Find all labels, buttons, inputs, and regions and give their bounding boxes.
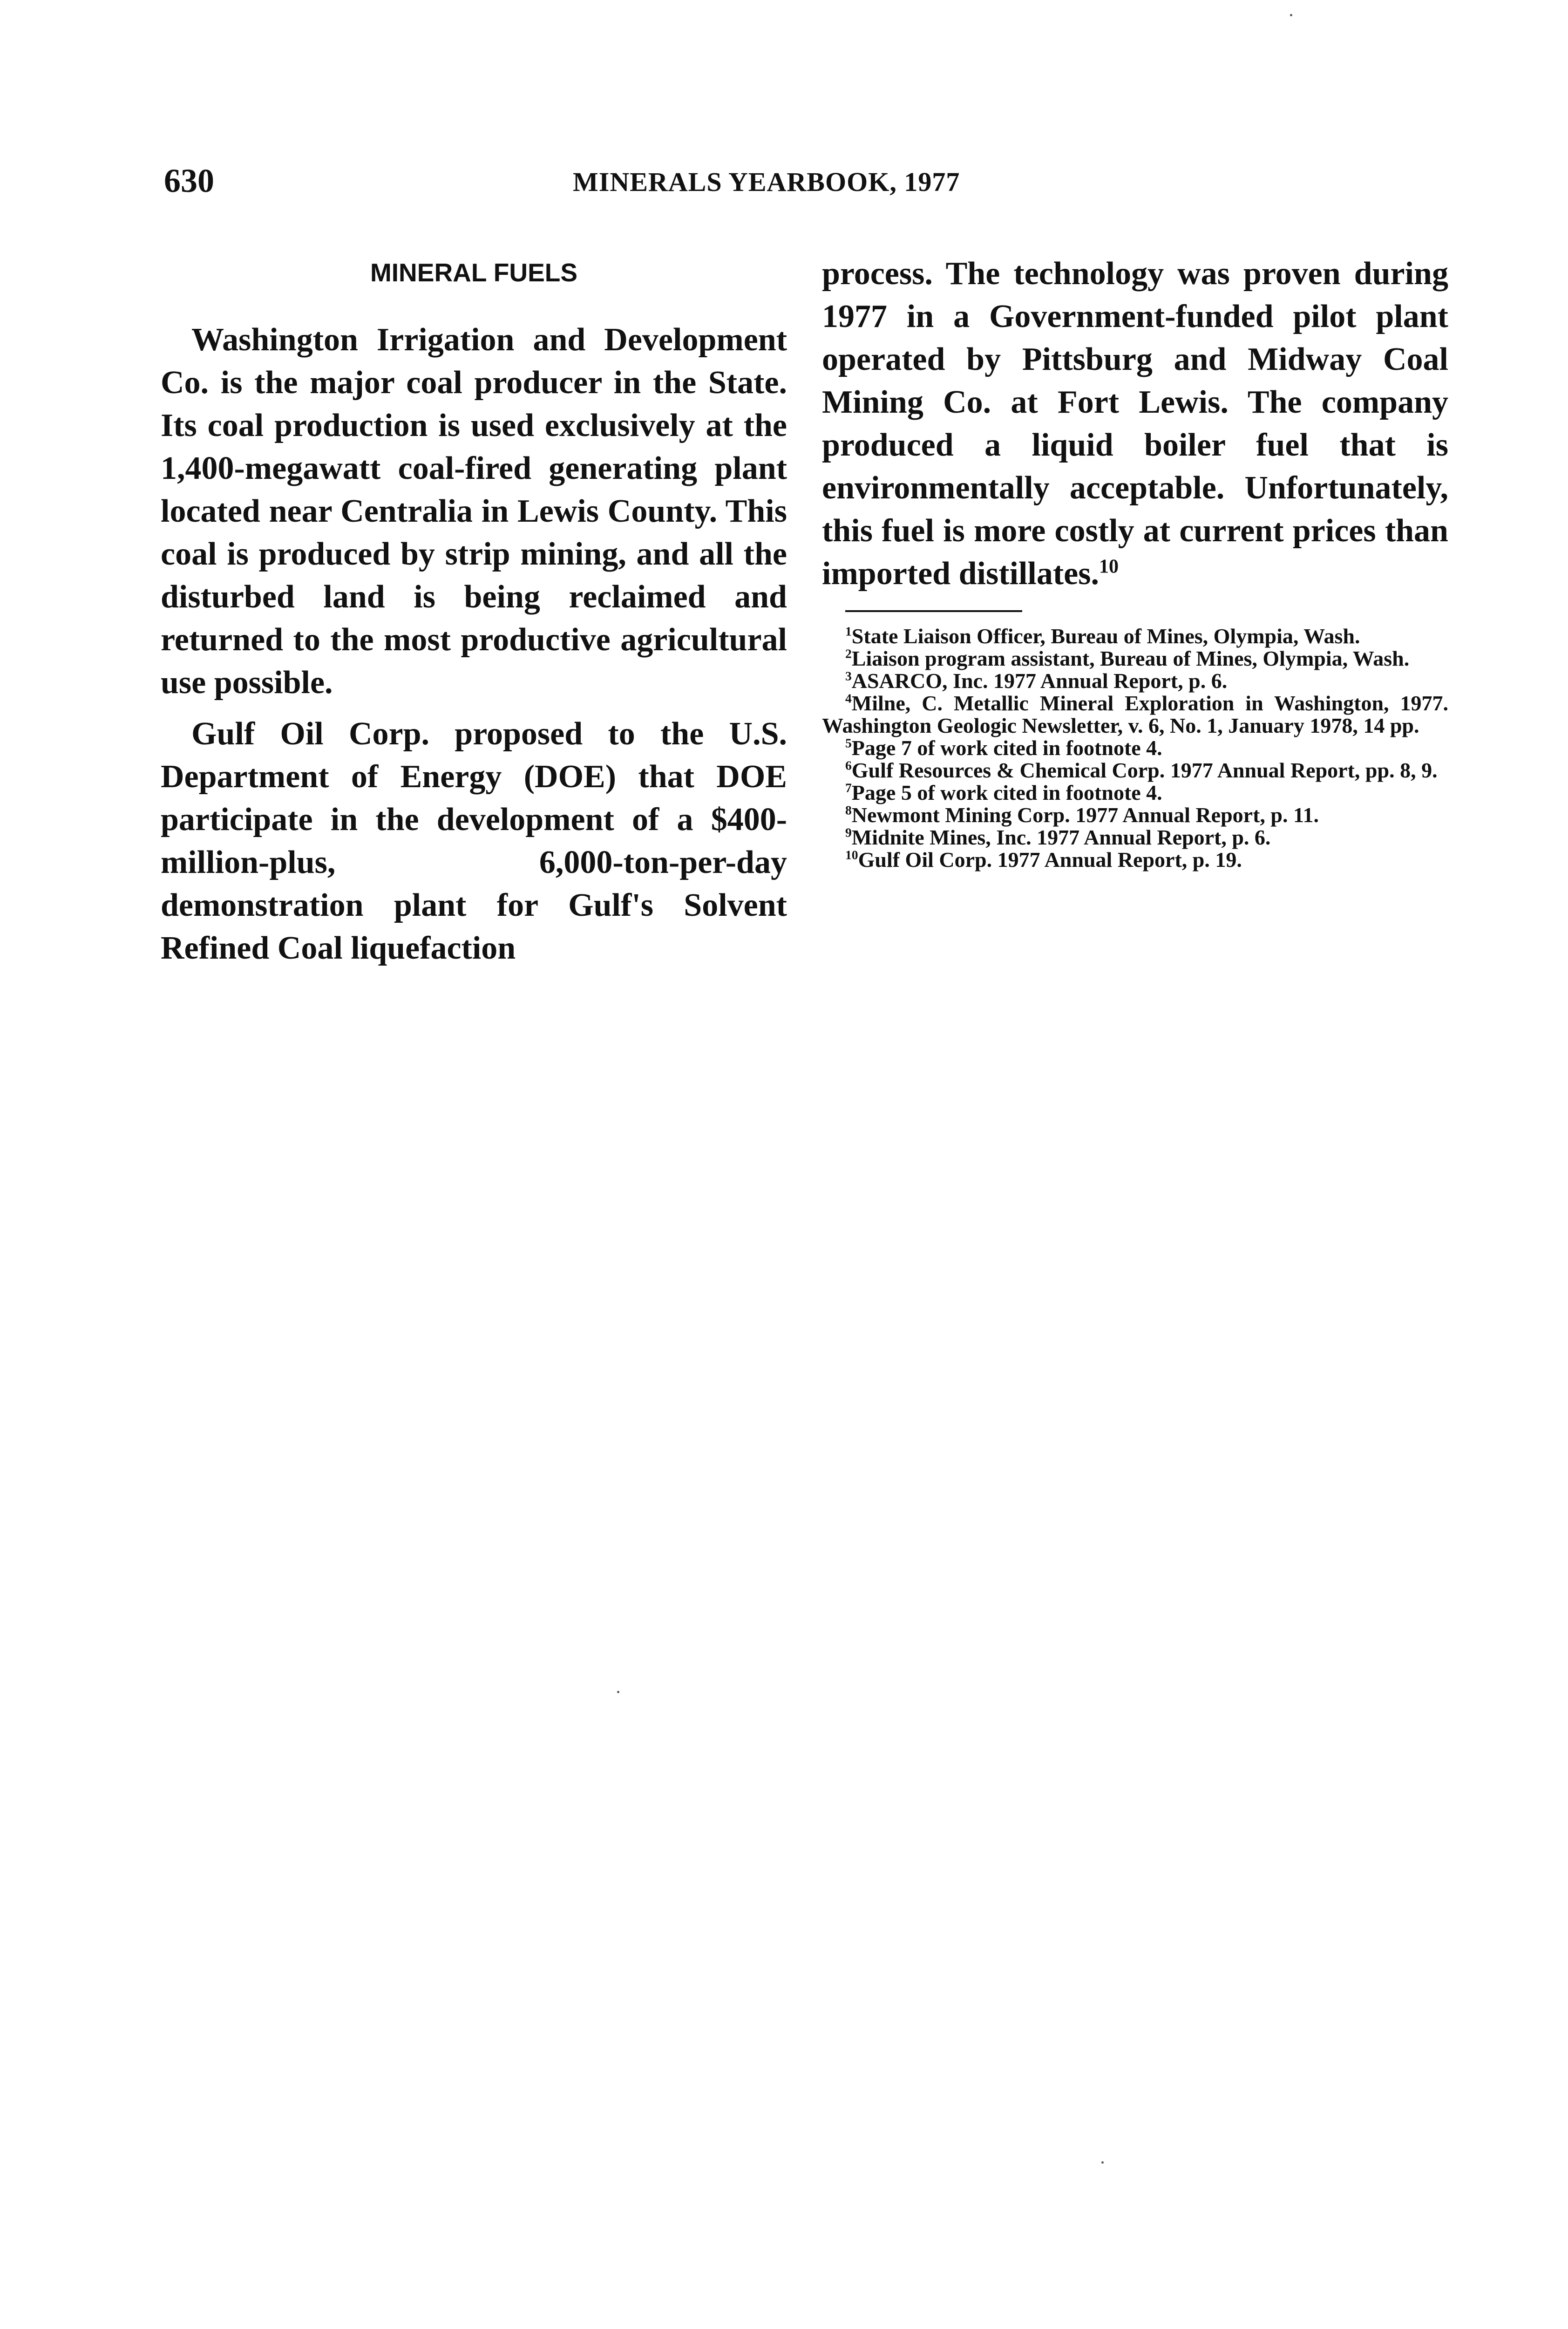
footnote	[822, 692, 1448, 737]
scan-speck	[617, 1691, 619, 1693]
footnote-rule	[845, 610, 1022, 612]
footnote	[822, 625, 1448, 647]
body-paragraph: Washington Irrigation and Development Co. is the major coal producer in the State. Its coal production is used exclusively at the 1,400-megawatt coal-fired generating plant located near Centralia in Lewis County. This coal is produced by strip mining, and all the disturbed land is being reclaimed and returned to the most productive agricultural use possible.	[161, 322, 787, 701]
footnote	[822, 737, 1448, 759]
footnote-number: 8	[845, 803, 852, 817]
footnote-text: Gulf Resources & Chemical Corp. 1977 Annual Report, pp. 8, 9.	[851, 758, 1438, 782]
scan-speck	[1101, 2161, 1104, 2164]
footnote-text: Liaison program assistant, Bureau of Mines, Olympia, Wash.	[851, 647, 1410, 670]
footnote-number: 3	[845, 668, 852, 683]
footnote-number: 9	[845, 825, 852, 840]
page-number: 630	[164, 162, 214, 199]
footnote-number: 2	[845, 646, 852, 661]
body-paragraph-continued	[822, 252, 1448, 595]
footnote-reference: 10	[1099, 556, 1119, 578]
footnote-number: 4	[845, 691, 852, 706]
footnote	[822, 849, 1448, 871]
footnote	[822, 826, 1448, 849]
footnote-number: 7	[845, 780, 852, 795]
footnote	[822, 759, 1448, 782]
paragraph-text: process. The technology was proven during 1977 in a Government-funded pilot plant operated by Pittsburg and Midway Coal Mining Co. at Fort Lewis. The company produced a liquid boiler fuel that is environmentally acceptable. Unfortunately, this fuel is more costly at current prices than imported distillates.	[822, 256, 1448, 592]
footnote	[822, 670, 1448, 692]
footnote-text: Page 5 of work cited in footnote 4.	[851, 781, 1162, 804]
footnote-text: State Liaison Officer, Bureau of Mines, Olympia, Wash.	[851, 624, 1360, 648]
body-paragraph: Gulf Oil Corp. proposed to the U.S. Department of Energy (DOE) that DOE participate in the development of a $400-million-plus, 6,000-ton-per-day demonstration plant for Gulf's Solvent Refined Coal liquefaction	[161, 716, 787, 966]
footnote-number: 10	[845, 847, 858, 862]
footnote	[822, 804, 1448, 826]
scan-speck	[1290, 14, 1292, 16]
section-heading: MINERAL FUELS	[370, 258, 578, 287]
left-column	[161, 252, 787, 978]
right-column	[822, 252, 1448, 871]
footnote-text: Page 7 of work cited in footnote 4.	[851, 736, 1162, 760]
footnote	[822, 782, 1448, 804]
running-head: MINERALS YEARBOOK, 1977	[573, 167, 960, 197]
footnote-text: Midnite Mines, Inc. 1977 Annual Report, p. 6.	[851, 825, 1271, 849]
footnote-text: Newmont Mining Corp. 1977 Annual Report, p. 11.	[851, 803, 1319, 827]
footnote-text: ASARCO, Inc. 1977 Annual Report, p. 6.	[851, 669, 1228, 693]
footnote-text: Gulf Oil Corp. 1977 Annual Report, p. 19.	[858, 848, 1242, 872]
footnote-number: 6	[845, 758, 852, 773]
footnote-list	[822, 625, 1448, 871]
footnote-number: 5	[845, 735, 852, 750]
footnote	[822, 647, 1448, 670]
footnote-number: 1	[845, 624, 852, 639]
footnote-text: Milne, C. Metallic Mineral Exploration in Washington, 1977. Washington Geologic Newsletter, v. 6, No. 1, January 1978, 14 pp.	[822, 691, 1448, 737]
